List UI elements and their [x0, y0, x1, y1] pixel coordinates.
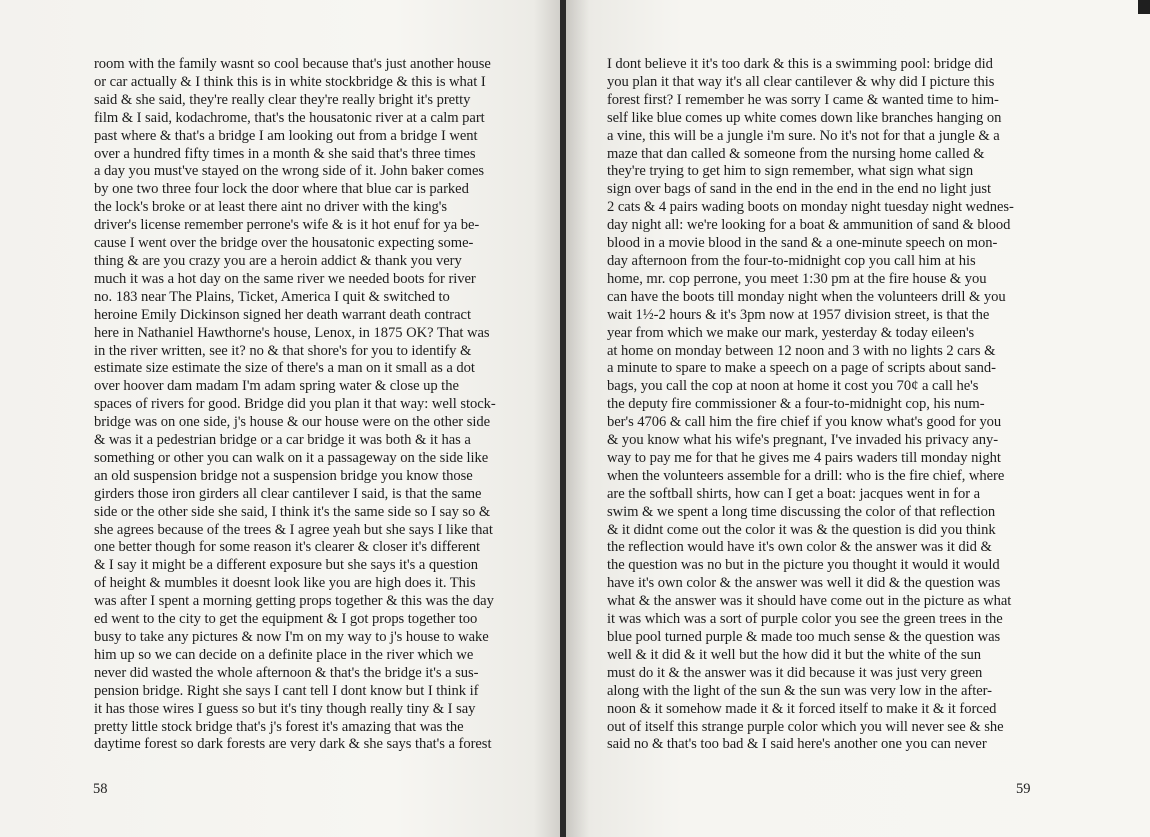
text-line: way to pay me for that he gives me 4 pairs waders till monday night: [607, 449, 1001, 466]
text-line: & was it a pedestrian bridge or a car bridge it was both & it has a: [94, 432, 471, 449]
text-line: blue pool turned purple & made too much sense & the question was: [607, 629, 1001, 645]
text-line: said & she said, they're really clear they're really bright it's pretty: [94, 91, 471, 108]
text-line: day afternoon from the four-to-midnight cop you call him at his: [607, 252, 976, 269]
right-page-text: [607, 56, 1057, 754]
text-line: ber's 4706 & call him the fire chief if you know what's good for you: [607, 414, 1002, 431]
text-line: never did wasted the whole afternoon & that's the bridge it's a sus-: [94, 664, 479, 681]
text-line: they're trying to get him to sign remember, what sign what sign: [607, 163, 974, 180]
text-line: room with the family wasnt so cool because that's just another house: [94, 56, 491, 72]
text-line: film & I said, kodachrome, that's the housatonic river at a calm part: [94, 109, 485, 126]
text-line: by one two three four lock the door where that blue car is parked: [94, 181, 469, 198]
text-line: much it was a hot day on the same river we needed boots for river: [94, 270, 476, 287]
text-line: or car actually & I think this is in white stockbridge & this is what I: [94, 73, 486, 90]
text-line: pretty little stock bridge that's j's forest it's amazing that was the: [94, 718, 464, 735]
text-line: noon & it somehow made it & it forced itself to make it & it forced: [607, 700, 997, 717]
text-line: one better though for some reason it's clearer & closer it's different: [94, 539, 481, 556]
text-line: at home on monday between 12 noon and 3 with no lights 2 cars &: [607, 342, 996, 359]
text-line: blood in a movie blood in the sand & a one-minute speech on mon-: [607, 235, 998, 252]
text-line: estimate size estimate the size of there's a man on it small as a dot: [94, 360, 475, 377]
text-line: & I say it might be a different exposure but she says it's a question: [94, 557, 478, 574]
text-line: side or the other side she said, I think it's the same side so I say so &: [94, 503, 491, 520]
left-page-number: 58: [93, 781, 108, 797]
text-line: girders those iron girders all clear cantilever I said, is that the same: [94, 485, 482, 502]
text-line: bags, you call the cop at noon at home it cost you 70¢ a call he's: [607, 378, 979, 395]
text-line: the lock's broke or at least there aint no driver with the king's: [94, 199, 447, 216]
left-page-text: [94, 56, 540, 754]
text-line: busy to take any pictures & now I'm on my way to j's house to wake: [94, 629, 489, 645]
text-line: well & it did & it well but the how did it but the white of the sun: [607, 646, 982, 663]
text-line: & you know what his wife's pregnant, I've invaded his privacy any-: [607, 432, 999, 449]
text-line: in the river written, see it? no & that shore's for you to identify &: [94, 342, 472, 359]
text-line: an old suspension bridge not a suspension bridge you know those: [94, 467, 473, 484]
text-line: home, mr. cop perrone, you meet 1:30 pm at the fire house & you: [607, 270, 987, 287]
text-line: she agrees because of the trees & I agree yeah but she says I like that: [94, 521, 493, 538]
text-line: it has those wires I guess so but it's tiny though really tiny & I say: [94, 700, 476, 717]
text-line: out of itself this strange purple color which you will never see & she: [607, 718, 1004, 735]
text-line: the reflection would have it's own color & the answer was it did &: [607, 539, 992, 556]
text-line: wait 1½-2 hours & it's 3pm now at 1957 division street, is that the: [607, 306, 990, 323]
text-line: past where & that's a bridge I am looking out from a bridge I went: [94, 127, 478, 144]
text-line: sign over bags of sand in the end in the end in the end no light just: [607, 181, 992, 198]
text-line: said no & that's too bad & I said here's another one you can never: [607, 736, 987, 753]
text-line: a minute to spare to make a speech on a page of scripts about sand-: [607, 360, 996, 377]
text-line: must do it & the answer was it did because it was just very green: [607, 664, 983, 681]
text-line: thing & are you crazy you are a heroin addict & thank you very: [94, 252, 462, 269]
text-line: have it's own color & the answer was well it did & the question was: [607, 575, 1001, 592]
text-line: no. 183 near The Plains, Ticket, America I quit & switched to: [94, 288, 450, 305]
right-page-number: 59: [1016, 781, 1031, 797]
text-line: year from which we make our mark, yesterday & today eileen's: [607, 324, 975, 341]
text-line: heroine Emily Dickinson signed her death warrant death contract: [94, 306, 471, 323]
text-line: when the volunteers assemble for a drill: who is the fire chief, where: [607, 467, 1005, 484]
text-line: over hoover dam madam I'm adam spring water & close up the: [94, 378, 459, 395]
left-page: [0, 0, 562, 837]
text-line: spaces of rivers for good. Bridge did you plan it that way: well stock-: [94, 396, 496, 413]
text-line: what & the answer was it should have come out in the picture as what: [607, 593, 1012, 610]
text-line: swim & we spent a long time discussing the color of that reflection: [607, 503, 996, 520]
text-line: forest first? I remember he was sorry I came & wanted time to him-: [607, 91, 999, 108]
text-line: ed went to the city to get the equipment & I got props together too: [94, 611, 478, 628]
text-line: it was which was a sort of purple color you see the green trees in the: [607, 611, 1003, 628]
text-line: a vine, this will be a jungle i'm sure. No it's not for that a jungle & a: [607, 127, 1000, 144]
text-line: something or other you can walk on it a passageway on the side like: [94, 449, 489, 466]
text-line: self like blue comes up white comes down like branches hanging on: [607, 109, 1002, 126]
text-line: the deputy fire commissioner & a four-to-midnight cop, his num-: [607, 396, 985, 413]
text-line: are the softball shirts, how can I get a boat: jacques went in for a: [607, 485, 981, 502]
text-line: can have the boots till monday night when the volunteers drill & you: [607, 288, 1006, 305]
text-line: was after I spent a morning getting props together & this was the day: [94, 593, 494, 610]
text-line: pension bridge. Right she says I cant tell I dont know but I think if: [94, 682, 479, 699]
text-line: I dont believe it it's too dark & this is a swimming pool: bridge did: [607, 56, 993, 72]
text-line: daytime forest so dark forests are very dark & she says that's a forest: [94, 736, 492, 753]
text-line: maze that dan called & someone from the nursing home called &: [607, 145, 985, 162]
text-line: driver's license remember perrone's wife & is it hot enuf for ya be-: [94, 217, 480, 234]
text-line: bridge was on one side, j's house & our house were on the other side: [94, 414, 491, 431]
text-line: along with the light of the sun & the sun was very low in the after-: [607, 682, 992, 699]
right-page: [566, 0, 1150, 837]
text-line: him up so we can decide on a definite place in the river which we: [94, 646, 474, 663]
text-line: the question was no but in the picture you thought it would it would: [607, 557, 1000, 574]
text-line: of height & mumbles it doesnt look like you are high does it. This: [94, 575, 476, 592]
scan-corner-shadow: [1138, 0, 1150, 14]
text-line: day night all: we're looking for a boat & ammunition of sand & blood: [607, 217, 1011, 234]
text-line: & it didnt come out the color it was & the question is did you think: [607, 521, 996, 538]
text-line: you plan it that way it's all clear cantilever & why did I picture this: [607, 73, 995, 90]
text-line: over a hundred fifty times in a month & she said that's three times: [94, 145, 476, 162]
text-line: a day you must've stayed on the wrong side of it. John baker comes: [94, 163, 485, 180]
text-line: 2 cats & 4 pairs wading boots on monday night tuesday night wednes-: [607, 199, 1014, 216]
text-line: here in Nathaniel Hawthorne's house, Lenox, in 1875 OK? That was: [94, 324, 490, 341]
text-line: cause I went over the bridge over the housatonic expecting some-: [94, 235, 474, 252]
